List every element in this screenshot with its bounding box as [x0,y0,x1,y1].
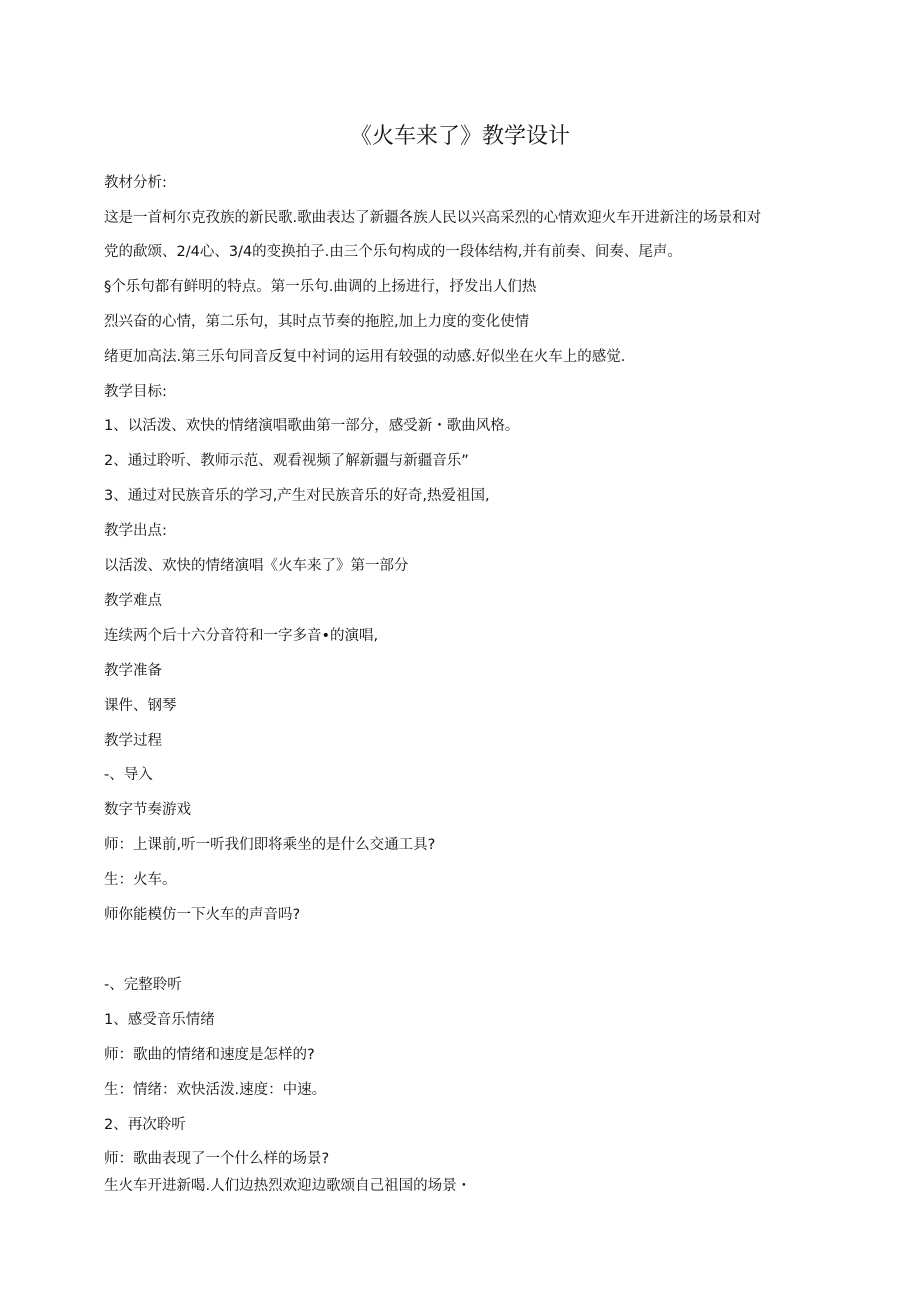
document-title: 《火车来了》教学设计 [349,124,570,149]
list-item: 2、通过聆听、教师示范、观看视频了解新疆与新疆音乐” [104,453,469,469]
paragraph-line: §个乐句都有鲜明的特点。第一乐句.曲调的上扬进行，抒发出人们热 [104,279,537,295]
section-heading-material-analysis: 教材分析: [104,175,167,191]
section-heading-difficulties: 教学难点 [104,593,162,609]
paragraph-line: 以活泼、欢快的情绪演唱《火车来了》第一部分 [104,558,409,574]
paragraph-line: 烈兴奋的心情，第二乐句，其时点节奏的拖腔,加上力度的变化使情 [104,314,530,330]
subsection-heading-full-listening: -、完整聆听 [104,977,182,993]
list-item: 1、感受音乐情绪 [104,1012,215,1028]
paragraph-line: 数字节奏游戏 [104,802,191,818]
dialogue-line: 生火车开进新喝.人们边热烈欢迎边歌颂自己祖国的场景・ [104,1178,472,1194]
dialogue-line: 生：火车。 [104,872,177,888]
section-heading-preparation: 教学准备 [104,663,162,679]
list-item: 2、再次聆听 [104,1117,186,1133]
dialogue-line: 师你能模仿一下火车的声音吗? [104,907,301,923]
section-heading-process: 教学过程 [104,733,162,749]
section-heading-teaching-goals: 教学目标: [104,384,167,400]
dialogue-line: 师：上课前,听一听我们即将乘坐的是什么交通工具? [104,837,436,853]
paragraph-line: 党的歃颂、2/4心、3/4的变换拍子.由三个乐句构成的一段体结构,并有前奏、间奏、尾声。 [104,244,682,260]
paragraph-line: 这是一首柯尔克孜族的新民歌.歌曲表达了新疆各族人民以兴高采烈的心情欢迎火车开进新注的场景和对 [104,210,762,226]
paragraph-line: 课件、钢琴 [104,698,177,714]
paragraph-line: 连续两个后十六分音符和一字多音•的演唱, [104,628,379,644]
dialogue-line: 师：歌曲的情绪和速度是怎样的? [104,1047,315,1063]
list-item: 3、通过对民族音乐的学习,产生对民族音乐的好奇,热爱祖国, [104,488,490,504]
paragraph-line: 绪更加高法.第三乐句同音反复中衬词的运用有较强的动感.好似坐在火车上的感觉. [104,349,626,365]
section-heading-key-points: 教学出点: [104,523,167,539]
subsection-heading-intro: -、导入 [104,767,153,783]
dialogue-line: 师：歌曲表现了一个什么样的场景? [104,1151,330,1167]
list-item: 1、以活泼、欢快的情绪演唱歌曲第一部分，感受新・歌曲风格。 [104,418,520,434]
dialogue-line: 生：情绪：欢快活泼.速度：中速。 [104,1082,327,1098]
